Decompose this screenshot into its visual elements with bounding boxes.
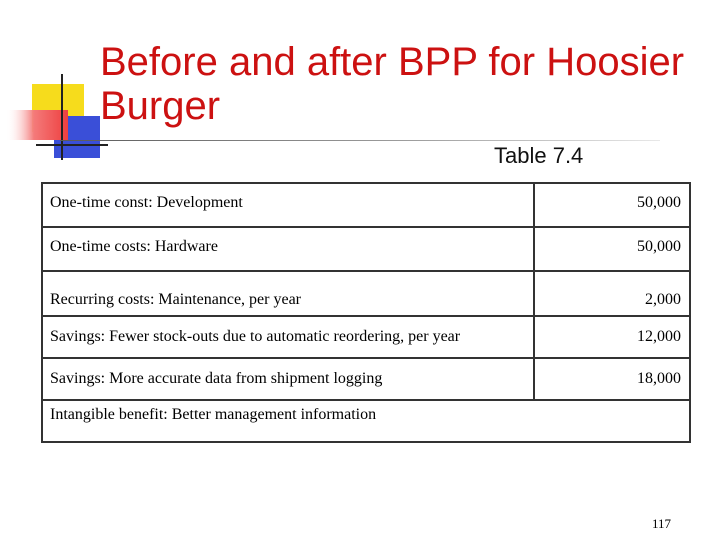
table-row xyxy=(42,183,690,227)
row-description: One-time const: Development xyxy=(42,183,534,227)
title-underline xyxy=(60,140,660,141)
slide-title: Before and after BPP for Hoosier Burger xyxy=(100,40,685,128)
table-row xyxy=(42,400,690,442)
table-row xyxy=(42,227,690,271)
row-value: 12,000 xyxy=(534,316,690,358)
table-row xyxy=(42,358,690,400)
row-value: 50,000 xyxy=(534,227,690,271)
table-row xyxy=(42,316,690,358)
table-label: Table 7.4 xyxy=(494,143,584,168)
red-bar xyxy=(6,110,68,140)
page-number: 117 xyxy=(652,516,672,531)
row-description: One-time costs: Hardware xyxy=(42,227,534,271)
row-description: Savings: Fewer stock-outs due to automatic reordering, per year xyxy=(42,316,534,358)
row-description: Intangible benefit: Better management information xyxy=(42,400,690,442)
table-row xyxy=(42,271,690,316)
cost-benefit-table xyxy=(41,182,691,443)
row-value: 2,000 xyxy=(534,271,690,316)
row-description: Recurring costs: Maintenance, per year xyxy=(42,271,534,316)
row-description: Savings: More accurate data from shipment logging xyxy=(42,358,534,400)
row-value: 18,000 xyxy=(534,358,690,400)
row-value: 50,000 xyxy=(534,183,690,227)
